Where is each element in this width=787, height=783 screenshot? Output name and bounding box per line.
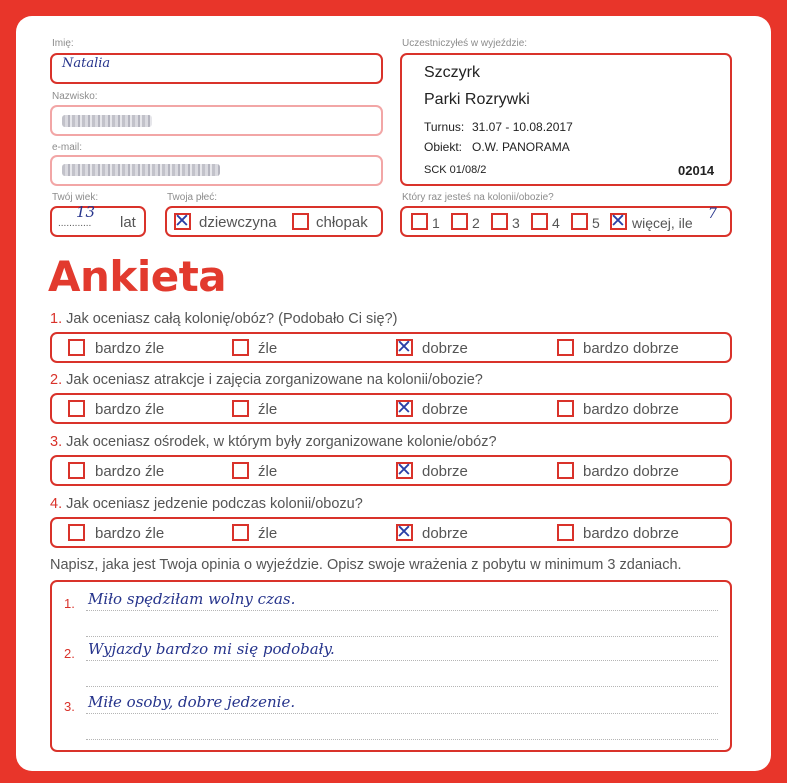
writing-line [86,739,718,740]
writing-line [86,660,718,661]
times-option-3: 3 [512,215,520,231]
answer-checkbox-q2-4[interactable] [557,400,574,417]
age-label: Twój wiek: [52,192,99,203]
answer-label: źle [258,463,278,480]
trip-label: Uczestniczyłeś w wyjeździe: [402,38,528,49]
answer-checkbox-q1-3[interactable]: ✕ [396,336,412,358]
times-checkbox-3[interactable] [491,213,508,230]
answer-checkbox-q3-1[interactable] [68,462,85,479]
question-number: 2. [50,372,63,388]
writing-line [86,713,718,714]
opinion-handwriting: Miłe osoby, dobre jedzenie. [88,693,296,711]
gender-option-boy: chłopak [316,214,368,231]
answer-checkbox-q4-1[interactable] [68,524,85,541]
times-option-5: 5 [592,215,600,231]
answer-label: bardzo dobrze [583,463,679,480]
answer-label: dobrze [422,463,468,480]
answer-label: bardzo źle [95,340,165,357]
answer-label: źle [258,401,278,418]
answer-label: bardzo dobrze [583,340,679,357]
gender-option-girl: dziewczyna [199,214,277,231]
question-2 [50,372,483,388]
question-number: 3. [50,434,63,450]
trip-number: 02014 [678,163,715,178]
trip-obiekt-label: Obiekt: [424,140,463,154]
email-label: e-mail: [52,142,83,153]
times-checkbox-more[interactable]: ✕ [610,210,626,232]
times-option-4: 4 [552,215,560,231]
times-checkbox-4[interactable] [531,213,548,230]
answer-label: bardzo źle [95,463,165,480]
opinion-number: 1. [64,596,75,611]
answer-checkbox-q4-2[interactable] [232,524,249,541]
answer-label: bardzo źle [95,401,165,418]
name-handwriting: Natalia [62,56,111,71]
age-dots: ............ [58,218,92,229]
answer-label: bardzo dobrze [583,525,679,542]
opinion-prompt: Napisz, jaka jest Twoja opinia o wyjeździe. Opisz swoje wrażenia z pobytu w minimum 3 zdaniach. [50,557,682,573]
gender-checkbox-girl[interactable]: ✕ [174,210,190,232]
email-redacted [62,164,220,176]
answer-checkbox-q4-4[interactable] [557,524,574,541]
answer-label: dobrze [422,525,468,542]
gender-label: Twoja płeć: [167,192,218,203]
question-number: 4. [50,496,63,512]
opinion-number: 2. [64,646,75,661]
age-unit: lat [120,214,136,231]
times-checkbox-2[interactable] [451,213,468,230]
trip-obiekt: O.W. PANORAMA [472,140,570,154]
answer-checkbox-q2-2[interactable] [232,400,249,417]
trip-turnus-label: Turnus: [424,120,465,134]
question-text: Jak oceniasz jedzenie podczas kolonii/obozu? [66,496,363,512]
times-option-2: 2 [472,215,480,231]
name-label: Imię: [52,38,74,49]
survey-title: Ankieta [48,252,227,301]
question-1 [50,311,397,327]
answer-checkbox-q2-1[interactable] [68,400,85,417]
answer-label: dobrze [422,401,468,418]
question-3 [50,434,497,450]
times-option-more: więcej, ile [632,215,693,231]
answer-checkbox-q3-2[interactable] [232,462,249,479]
answer-label: dobrze [422,340,468,357]
trip-location: Szczyrk [424,64,480,81]
answer-checkbox-q3-3[interactable]: ✕ [396,459,412,481]
writing-line [86,636,718,637]
gender-checkbox-boy[interactable] [292,213,309,230]
trip-park: Parki Rozrywki [424,91,530,108]
surname-label: Nazwisko: [52,91,98,102]
opinion-number: 3. [64,699,75,714]
answer-checkbox-q1-1[interactable] [68,339,85,356]
answer-label: bardzo źle [95,525,165,542]
answer-checkbox-q4-3[interactable]: ✕ [396,521,412,543]
answer-label: źle [258,340,278,357]
opinion-handwriting: Miło spędziłam wolny czas. [88,590,296,608]
question-text: Jak oceniasz ośrodek, w którym były zorganizowane kolonie/obóz? [66,434,497,450]
age-handwriting: 13 [76,203,96,221]
question-text: Jak oceniasz całą kolonię/obóz? (Podobało Ci się?) [66,311,398,327]
times-checkbox-5[interactable] [571,213,588,230]
answer-label: źle [258,525,278,542]
question-text: Jak oceniasz atrakcje i zajęcia zorganizowane na kolonii/obozie? [66,372,483,388]
times-count-handwriting: 7 [708,206,717,222]
answer-checkbox-q3-4[interactable] [557,462,574,479]
answer-label: bardzo dobrze [583,401,679,418]
question-number: 1. [50,311,63,327]
writing-line [86,610,718,611]
surname-redacted [62,115,152,127]
writing-line [86,686,718,687]
answer-checkbox-q1-4[interactable] [557,339,574,356]
answer-checkbox-q2-3[interactable]: ✕ [396,397,412,419]
trip-turnus: 31.07 - 10.08.2017 [472,120,573,134]
opinion-handwriting: Wyjazdy bardzo mi się podobały. [88,640,335,658]
times-label: Który raz jesteś na kolonii/obozie? [402,192,554,203]
question-4 [50,496,363,512]
times-checkbox-1[interactable] [411,213,428,230]
trip-code: SCK 01/08/2 [424,164,487,176]
answer-checkbox-q1-2[interactable] [232,339,249,356]
times-option-1: 1 [432,215,440,231]
